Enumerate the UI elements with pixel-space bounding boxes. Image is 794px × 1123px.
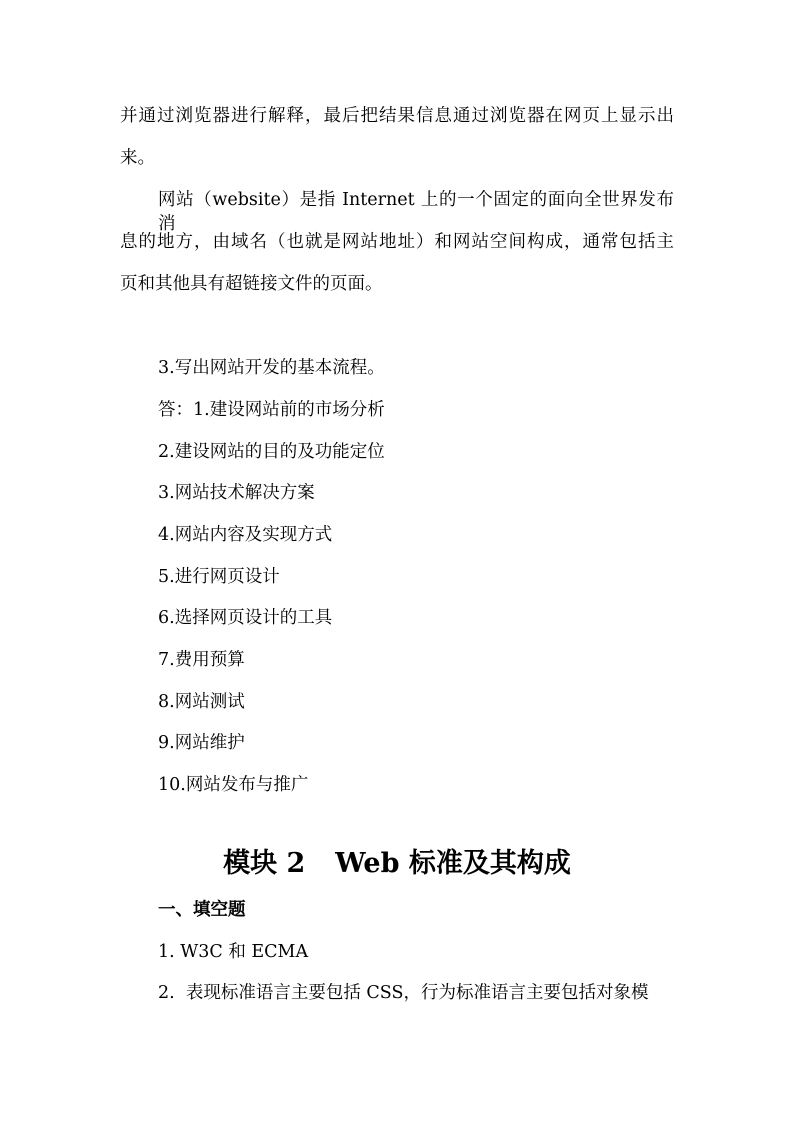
answer-step: 4.网站内容及实现方式 (158, 525, 333, 545)
paragraph-line: 页和其他具有超链接文件的页面。 (120, 274, 383, 294)
section-heading: 一、填空题 (158, 900, 246, 920)
answer-step: 10.网站发布与推广 (158, 775, 309, 795)
paragraph-line: 息的地方，由域名（也就是网站地址）和网站空间构成，通常包括主 (120, 232, 674, 252)
answer-line (158, 398, 385, 422)
module-title-number: 模块 2 (223, 848, 306, 879)
paragraph-line: 网站（website）是指 Internet 上的一个固定的面向全世界发布消 (158, 190, 674, 234)
module-title-text: Web 标准及其构成 (335, 848, 571, 879)
paragraph-line: 来。 (120, 148, 155, 168)
answer-step: 2.建设网站的目的及功能定位 (158, 442, 385, 462)
paragraph-line: 并通过浏览器进行解释，最后把结果信息通过浏览器在网页上显示出 (120, 106, 674, 126)
answer-item: 1. W3C 和 ECMA (158, 942, 309, 962)
answer-item: 2. 表现标准语言主要包括 CSS，行为标准语言主要包括对象模 (158, 983, 649, 1003)
answer-step: 8.网站测试 (158, 692, 245, 712)
answer-step: 5.进行网页设计 (158, 567, 280, 587)
question-text: 3.写出网站开发的基本流程。 (158, 358, 385, 378)
answer-step: 7.费用预算 (158, 650, 245, 670)
answer-prefix: 答： (158, 400, 193, 420)
answer-step: 6.选择网页设计的工具 (158, 608, 333, 628)
answer-step: 9.网站维护 (158, 733, 245, 753)
answer-step: 3.网站技术解决方案 (158, 483, 315, 503)
module-title (120, 846, 674, 882)
answer-step: 1.建设网站前的市场分析 (193, 400, 385, 420)
